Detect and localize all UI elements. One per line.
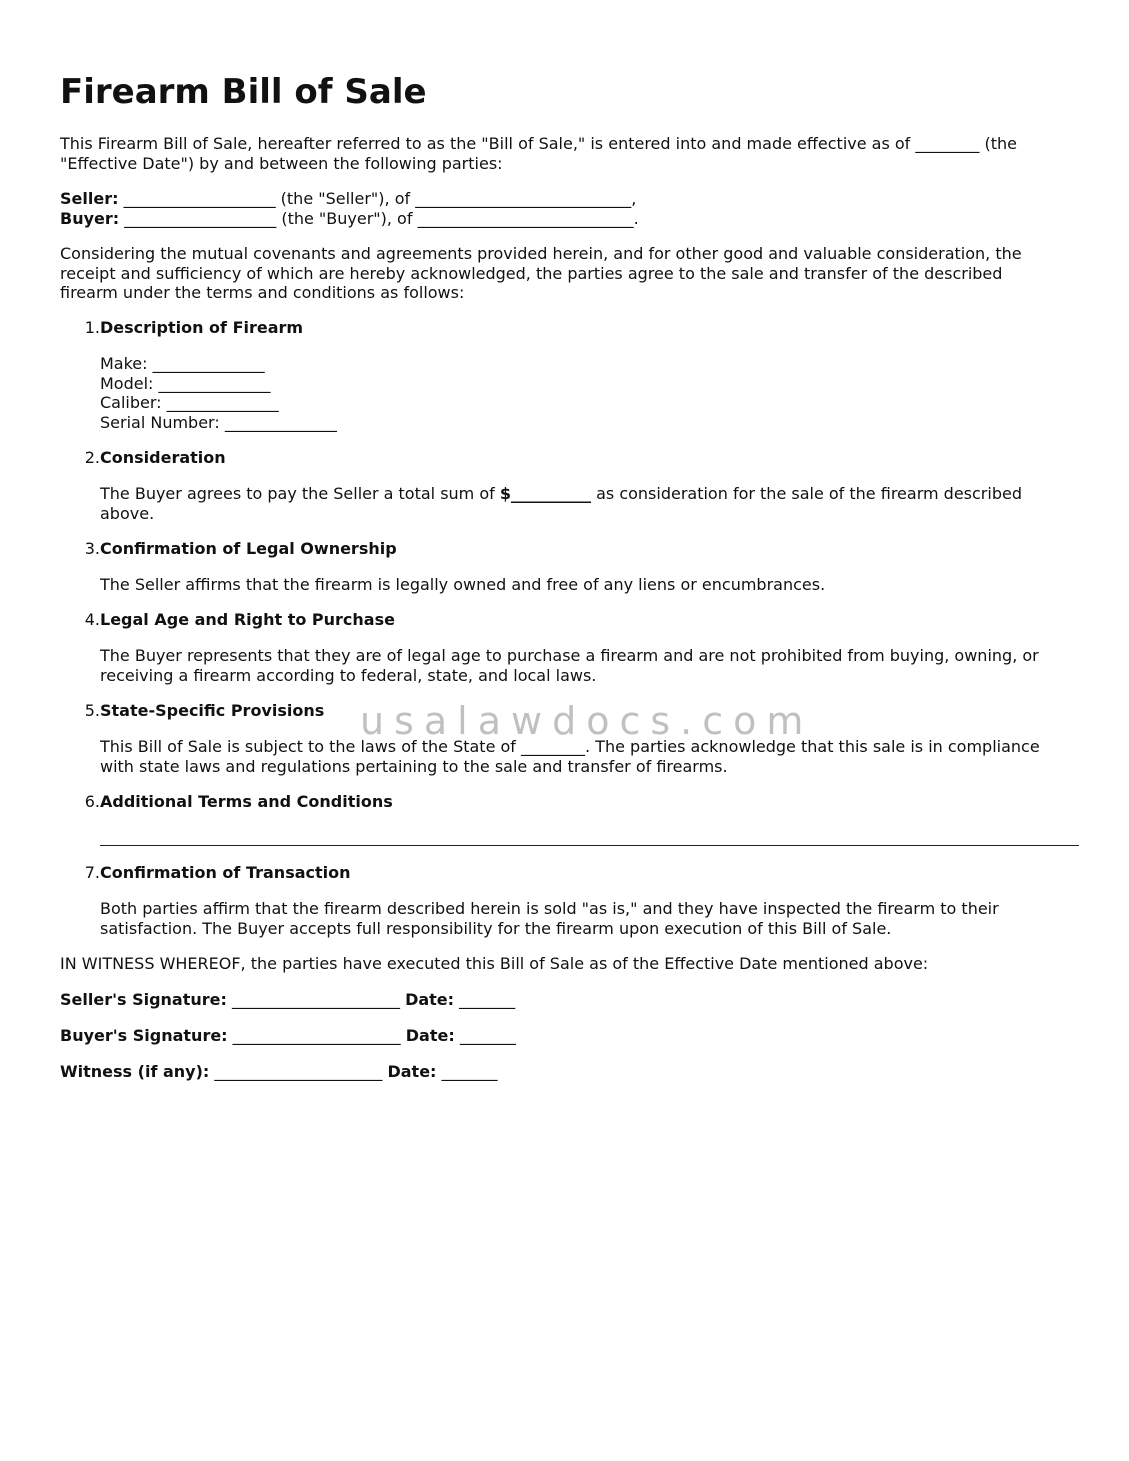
document-title: Firearm Bill of Sale: [60, 72, 427, 112]
signature-label: Witness (if any):: [60, 1062, 210, 1081]
model-field: Model: ______________: [100, 373, 271, 393]
section-title: Additional Terms and Conditions: [100, 792, 393, 811]
buyer-signature-line: [60, 1026, 516, 1046]
witness-signature-line: [60, 1062, 498, 1082]
seller-signature-line: [60, 990, 515, 1010]
section-number: 2.: [84, 448, 100, 467]
date-label: Date:: [405, 1026, 455, 1045]
section-body: Both parties affirm that the firearm described herein is sold "as is," and they have inspected the firearm to their satisfaction. The Buyer accepts full responsibility for the firearm upon execution of this Bill of Sale.: [100, 899, 999, 938]
date-blank: _______: [454, 990, 516, 1009]
section-number: 5.: [84, 701, 100, 720]
seller-line: [60, 189, 1060, 209]
section-body: [100, 484, 1075, 523]
section-number: 1.: [84, 318, 100, 337]
date-blank: _______: [454, 1026, 516, 1045]
seller-blank: ___________________ (the "Seller"), of ___________________________,: [118, 189, 637, 208]
considering-paragraph: Considering the mutual covenants and agreements provided herein, and for other good and valuable consideration, the receipt and sufficiency of which are hereby acknowledged, the parties agree to the sale and transfer of the described firearm under the terms and conditions as follows:: [60, 244, 1022, 302]
section-number: 6.: [84, 792, 100, 811]
section-title: Confirmation of Transaction: [100, 863, 351, 882]
section-title: Description of Firearm: [100, 318, 304, 337]
consideration-amount: $__________: [499, 484, 591, 503]
additional-terms-line: [100, 845, 1079, 846]
section-body: This Bill of Sale is subject to the laws of the State of ________. The parties acknowledge that this sale is in compliance with state laws and regulations pertaining to the sale and transfer of firearms.: [100, 737, 1040, 776]
witness-statement: IN WITNESS WHEREOF, the parties have executed this Bill of Sale as of the Effective Date mentioned above:: [60, 954, 929, 973]
consideration-text-start: The Buyer agrees to pay the Seller a total sum of: [100, 484, 500, 503]
parties-block: [60, 189, 1060, 228]
date-label: Date:: [387, 1062, 437, 1081]
consideration-text-end: as consideration for the sale of the firearm described above.: [100, 484, 1022, 523]
signature-blank: _____________________: [226, 990, 406, 1009]
buyer-blank: ___________________ (the "Buyer"), of ___________________________.: [119, 208, 639, 228]
intro-paragraph: This Firearm Bill of Sale, hereafter referred to as the "Bill of Sale," is entered into and made effective as of ________ (the "Effective Date") by and between the following parties:: [60, 134, 1017, 173]
section-body: The Buyer represents that they are of legal age to purchase a firearm and are not prohibited from buying, owning, or receiving a firearm according to federal, state, and local laws.: [100, 646, 1039, 685]
date-blank: _______: [436, 1062, 498, 1081]
signature-label: Seller's Signature:: [60, 990, 227, 1009]
seller-label: Seller:: [60, 189, 119, 208]
section-number: 4.: [84, 610, 100, 629]
buyer-line: [60, 209, 1060, 229]
firearm-fields: [100, 354, 1075, 432]
signature-blank: _____________________: [209, 1062, 388, 1081]
caliber-field: Caliber: ______________: [100, 393, 279, 412]
serial-number-field: Serial Number: ______________: [100, 412, 337, 432]
buyer-label: Buyer:: [60, 208, 120, 228]
section-number: 7.: [84, 863, 100, 882]
signature-blank: _____________________: [227, 1026, 406, 1045]
section-body: The Seller affirms that the firearm is legally owned and free of any liens or encumbrances.: [100, 575, 826, 594]
signature-label: Buyer's Signature:: [60, 1026, 228, 1045]
section-number: 3.: [84, 539, 100, 558]
section-title: State-Specific Provisions: [100, 701, 325, 720]
section-title: Legal Age and Right to Purchase: [100, 610, 395, 629]
date-label: Date:: [405, 990, 455, 1009]
section-title: Confirmation of Legal Ownership: [100, 539, 397, 558]
make-field: Make: ______________: [100, 354, 265, 373]
watermark: usalawdocs.com: [360, 699, 814, 743]
section-title: Consideration: [100, 448, 226, 467]
